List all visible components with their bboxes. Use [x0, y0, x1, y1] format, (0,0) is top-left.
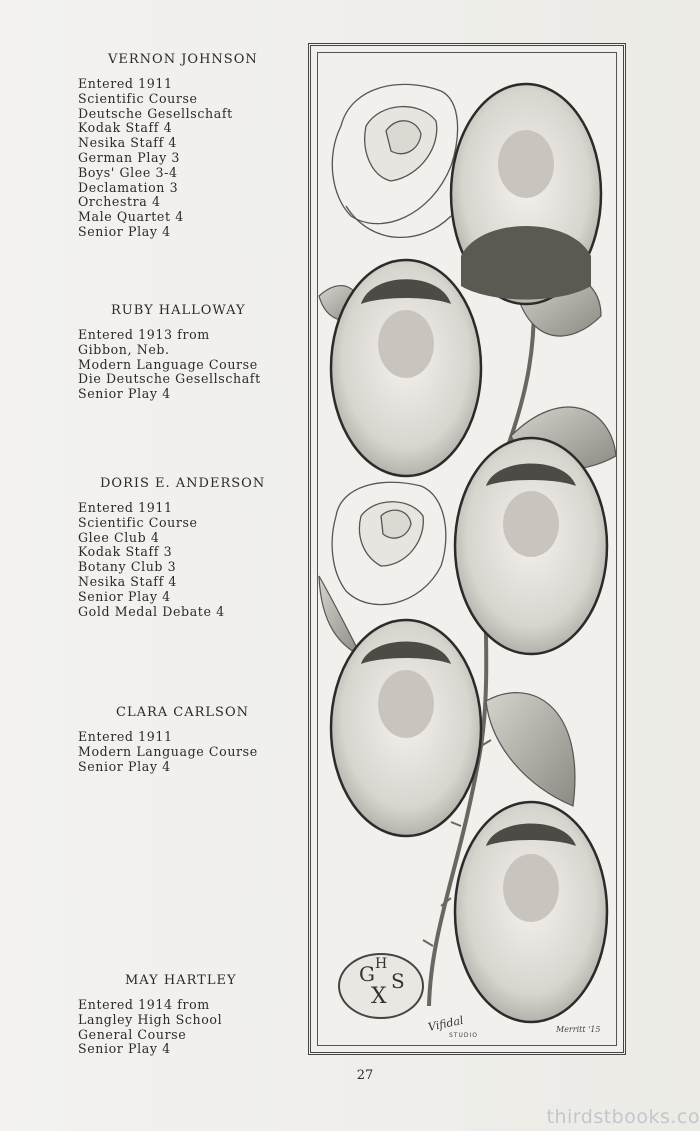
student-name: CLARA CARLSON — [116, 705, 249, 720]
activity-line: Senior Play 4 — [78, 1041, 171, 1057]
portrait-panel — [308, 43, 626, 1055]
activity-line: Die Deutsche Gesellschaft — [78, 371, 261, 387]
studio-label: STUDIO — [449, 1032, 478, 1039]
activity-line: Scientific Course — [78, 90, 198, 106]
student-entry-vernon-johnson — [78, 52, 298, 240]
portrait-oval-3 — [455, 438, 607, 654]
activity-line: Senior Play 4 — [78, 386, 171, 402]
student-entry-ruby-halloway — [78, 303, 298, 402]
student-name: DORIS E. ANDERSON — [100, 476, 266, 491]
activity-line: Glee Club 4 — [78, 529, 160, 545]
artist-signature: Merritt '15 — [556, 1025, 601, 1034]
activity-line: Entered 1911 — [78, 76, 173, 91]
portrait-oval-2 — [331, 260, 481, 476]
activity-line: Orchestra 4 — [78, 194, 161, 210]
leaf-icon — [486, 693, 575, 806]
activity-line: Boys' Glee 3-4 — [78, 164, 178, 180]
activity-line: Deutsche Gesellschaft — [78, 105, 233, 121]
activity-line: Entered 1913 from — [78, 327, 210, 342]
emblem-letter: S — [391, 969, 405, 993]
activity-line: Entered 1911 — [78, 729, 173, 744]
portrait-oval-5 — [455, 802, 607, 1022]
school-emblem-icon — [339, 954, 423, 1018]
activity-line: Declamation 3 — [78, 179, 179, 195]
activity-line: Male Quartet 4 — [78, 209, 184, 225]
activity-line: Botany Club 3 — [78, 559, 177, 575]
activity-line: Nesika Staff 4 — [78, 573, 178, 589]
activity-line: Nesika Staff 4 — [78, 135, 178, 151]
rose-icon — [332, 482, 446, 604]
student-entry-clara-carlson — [78, 705, 298, 774]
activity-line: Senior Play 4 — [78, 588, 171, 604]
activity-line: Modern Language Course — [78, 743, 258, 759]
activity-line: Langley High School — [78, 1011, 223, 1027]
rose-icon — [332, 84, 457, 237]
activity-line: Scientific Course — [78, 514, 198, 530]
emblem-letter: G — [359, 962, 375, 986]
student-activities — [78, 998, 298, 1057]
activity-line: Modern Language Course — [78, 356, 258, 372]
activity-line: Entered 1914 from — [78, 997, 210, 1012]
activity-line: Gibbon, Neb. — [78, 341, 170, 357]
activity-line: General Course — [78, 1026, 187, 1042]
activity-line: Kodak Staff 4 — [78, 120, 173, 136]
portrait-oval-1 — [451, 84, 601, 304]
activity-line: German Play 3 — [78, 149, 181, 165]
activity-line: Kodak Staff 3 — [78, 544, 173, 560]
student-activities — [78, 501, 298, 619]
activity-line: Senior Play 4 — [78, 223, 171, 239]
emblem-letter: H — [375, 956, 388, 972]
page-number: 27 — [356, 1068, 374, 1083]
studio-signature: Vifidal — [426, 1013, 465, 1034]
activity-line: Senior Play 4 — [78, 758, 171, 774]
student-name: VERNON JOHNSON — [108, 52, 258, 67]
student-activities — [78, 730, 298, 774]
student-name: RUBY HALLOWAY — [111, 303, 246, 318]
student-activities — [78, 77, 298, 240]
watermark: thirdstbooks.co — [546, 1106, 700, 1128]
activity-line: Gold Medal Debate 4 — [78, 603, 225, 619]
student-entry-doris-anderson — [78, 476, 298, 619]
panel-artwork — [311, 46, 623, 1052]
portrait-oval-4 — [331, 620, 481, 836]
activity-line: Entered 1911 — [78, 500, 173, 515]
student-activities — [78, 328, 298, 402]
emblem-letter: X — [371, 984, 387, 1009]
student-entry-may-hartley — [78, 973, 298, 1057]
student-name: MAY HARTLEY — [125, 973, 237, 988]
